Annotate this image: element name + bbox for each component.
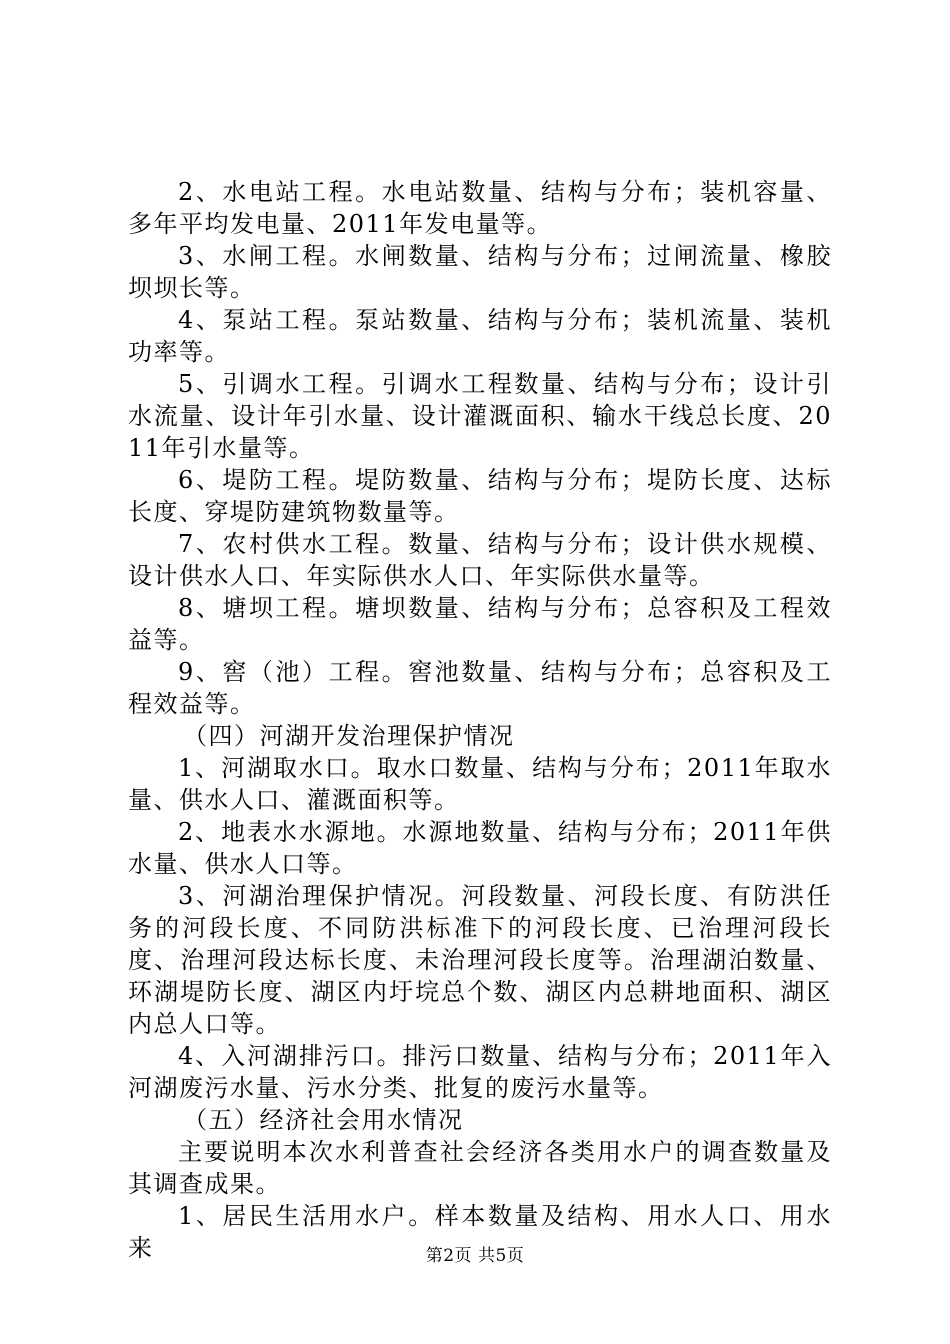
paragraph-water-source: 2、地表水水源地。水源地数量、结构与分布；2011年供水量、供水人口等。 <box>128 818 832 878</box>
paragraph-embankment: 6、堤防工程。堤防数量、结构与分布；堤防长度、达标长度、穿堤防建筑物数量等。 <box>128 466 832 526</box>
paragraph-water-intake: 1、河湖取水口。取水口数量、结构与分布；2011年取水量、供水人口、灌溉面积等。 <box>128 754 832 814</box>
paragraph-sewage-outlet: 4、入河湖排污口。排污口数量、结构与分布；2011年入河湖废污水量、污水分类、批复的废污水量等。 <box>128 1042 832 1102</box>
paragraph-sluice: 3、水闸工程。水闸数量、结构与分布；过闸流量、橡胶坝坝长等。 <box>128 242 832 302</box>
paragraph-water-diversion: 5、引调水工程。引调水工程数量、结构与分布；设计引水流量、设计年引水量、设计灌溉面积、输水干线总长度、2011年引水量等。 <box>128 370 832 462</box>
paragraph-residential-users: 1、居民生活用水户。样本数量及结构、用水人口、用水来 <box>128 1202 832 1262</box>
paragraph-pump-station: 4、泵站工程。泵站数量、结构与分布；装机流量、装机功率等。 <box>128 306 832 366</box>
paragraph-water-use-summary: 主要说明本次水利普查社会经济各类用水户的调查数量及其调查成果。 <box>128 1138 832 1198</box>
section-heading-river-lake: （四）河湖开发治理保护情况 <box>183 722 515 750</box>
paragraph-rural-water-supply: 7、农村供水工程。数量、结构与分布；设计供水规模、设计供水人口、年实际供水人口、年实际供水量等。 <box>128 530 832 590</box>
paragraph-cellar-pool: 9、窖（池）工程。窖池数量、结构与分布；总容积及工程效益等。 <box>128 658 832 718</box>
page-number-footer: 第2页 共5页 <box>425 1246 525 1266</box>
paragraph-river-governance: 3、河湖治理保护情况。河段数量、河段长度、有防洪任务的河段长度、不同防洪标准下的河段长度、已治理河段长度、治理河段达标长度、未治理河段长度等。治理湖泊数量、环湖堤防长度、湖区内圩垸总个数、湖区内总耕地面积、湖区内总人口等。 <box>128 882 832 1038</box>
document-body <box>128 176 832 1264</box>
paragraph-hydropower: 2、水电站工程。水电站数量、结构与分布；装机容量、多年平均发电量、2011年发电量等。 <box>128 178 832 238</box>
section-heading-water-use: （五）经济社会用水情况 <box>183 1106 464 1134</box>
paragraph-pond-dam: 8、塘坝工程。塘坝数量、结构与分布；总容积及工程效益等。 <box>128 594 832 654</box>
